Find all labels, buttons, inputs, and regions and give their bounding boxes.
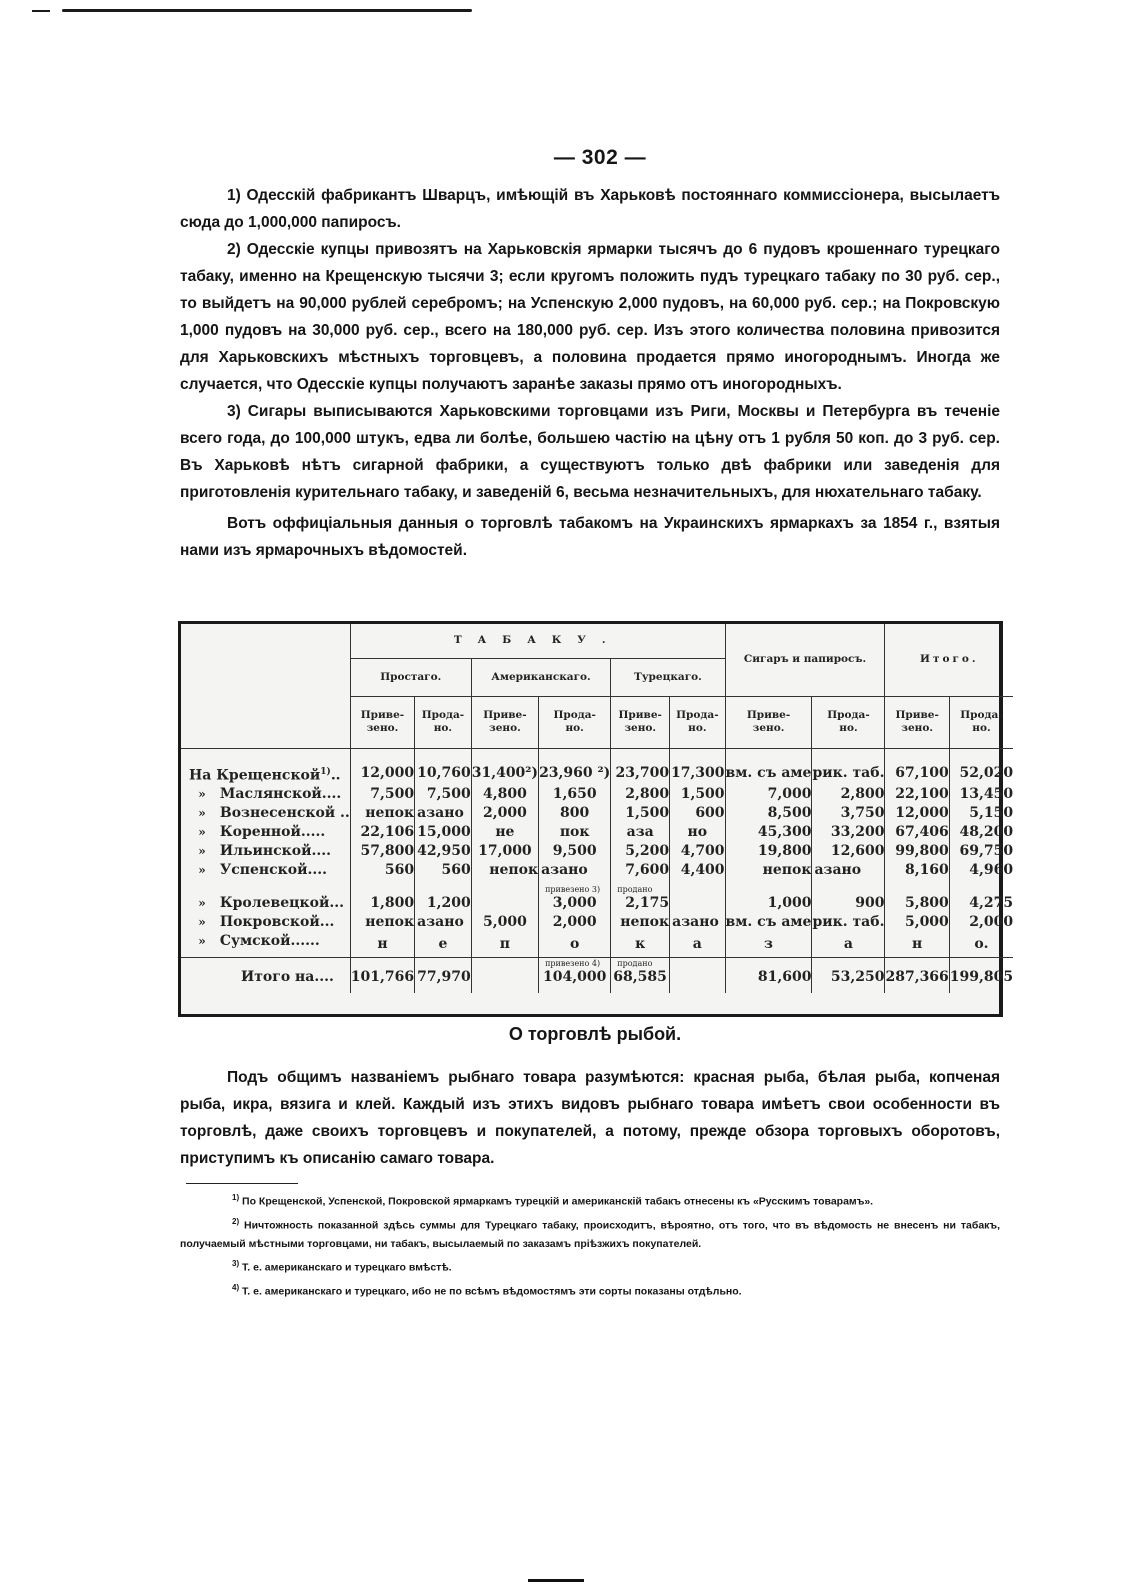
col-sold: Прода-но. — [812, 696, 885, 748]
col-brought: Приве-зено. — [885, 696, 949, 748]
row-prefix: » — [198, 806, 206, 821]
turkish-sold: 1,500 — [670, 785, 725, 804]
turkish-sold: но — [670, 823, 725, 842]
col-brought: Приве-зено. — [611, 696, 670, 748]
total-sold: 4,960 — [949, 861, 1013, 880]
fair-name-text: Покровской — [219, 914, 320, 931]
footnote-text: Т. е. американскаго и турецкаго, ибо не по всѣмъ вѣдомостямъ эти сорты показаны отдѣльно. — [242, 1285, 742, 1297]
cigars-header: Сигаръ и папиросъ. — [725, 624, 885, 696]
american-sold-total-merged — [539, 958, 611, 994]
turkish-sold: а — [670, 932, 725, 958]
cigars-sold: а — [812, 932, 885, 958]
cigars-sold: 33,200 — [812, 823, 885, 842]
table-row — [181, 804, 1013, 823]
plain-sold: 560 — [415, 861, 472, 880]
turkish-brought: аза — [611, 823, 670, 842]
fair-name — [181, 763, 350, 786]
cigars-sold: 12,600 — [812, 842, 885, 861]
leader-dots: .. — [335, 805, 350, 822]
row-prefix: » — [198, 934, 206, 949]
fish-paragraph: Подъ общимъ названіемъ рыбнаго товара разумѣются: красная рыба, бѣлая рыба, копченая рыба, икра, вязига и клей. Каждый изъ этихъ видовъ рыбнаго товара имѣетъ свои особенности въ торговлѣ, даже своихъ торговцевъ и покупателей, а потому, прежде обзора торговыхъ оборотовъ, приступимъ къ описанію самаго товара. — [180, 1069, 1000, 1167]
american-sold: азано — [539, 861, 611, 880]
total-brought: 67,100 — [885, 763, 949, 786]
col-sold: Прода-но. — [539, 696, 611, 748]
table-row — [181, 913, 1013, 932]
body-text — [180, 182, 1000, 564]
total-sold: 4,275 — [949, 880, 1013, 913]
total-brought: 5,000 — [885, 913, 949, 932]
footnote-text: Ничтожность показанной здѣсь суммы для Турецкаго табаку, происходитъ, вѣроятно, отъ того, что въ вѣдомость не внесенъ ни табакъ, получаемый мѣстными торговцами, ни табакъ, высылаемый по заказамъ пріѣзжихъ покупателей. — [180, 1219, 1000, 1250]
cigars-brought: 7,000 — [725, 785, 812, 804]
plain-sold: 1,200 — [415, 880, 472, 913]
plain-brought: 12,000 — [350, 763, 414, 786]
american-brought — [471, 880, 538, 913]
american-sold: 1,650 — [539, 785, 611, 804]
total-brought: 67,406 — [885, 823, 949, 842]
paragraph-4: Вотъ оффиціальныя данныя о торговлѣ табакомъ на Украинскихъ ярмаркахъ за 1854 г., взятыя нами изъ ярмарочныхъ вѣдомостей. — [180, 515, 1000, 559]
turkish-sold — [670, 880, 725, 913]
footnote-divider — [186, 1183, 298, 1184]
footnote-ref: 1) — [320, 766, 331, 777]
row-prefix: » — [198, 825, 206, 840]
footnote-text: Т. е. американскаго и турецкаго вмѣстѣ. — [242, 1261, 452, 1274]
total-brought: 5,800 — [885, 880, 949, 913]
plain-sold: 42,950 — [415, 842, 472, 861]
fair-name-text: Сумской — [219, 933, 291, 950]
plain-brought: 57,800 — [350, 842, 414, 861]
leader-dots: .... — [307, 862, 328, 879]
fair-name — [181, 861, 350, 880]
turkish-sold: 4,400 — [670, 861, 725, 880]
plain-sold-total: 77,970 — [415, 958, 472, 994]
total-sold: 5,150 — [949, 804, 1013, 823]
cigars-sold: 900 — [812, 880, 885, 913]
leader-dots: .. — [330, 767, 341, 784]
cigars-brought: вм. съ аме — [725, 914, 812, 931]
american-sold: 23,960 ²) — [539, 763, 611, 786]
leader-dots: .... — [321, 786, 342, 803]
scan-artifact-nub — [32, 10, 50, 12]
row-prefix: » — [198, 896, 206, 911]
row-prefix: » — [198, 844, 206, 859]
leader-dots: .... — [311, 843, 331, 860]
plain-brought-total: 101,766 — [350, 958, 414, 994]
sold-annotation: продано — [617, 959, 653, 969]
row-label-header — [181, 624, 350, 748]
plain-tobacco-header: Простаго. — [350, 658, 471, 696]
plain-brought: непок — [350, 804, 414, 823]
table-row — [181, 842, 1013, 861]
table-row — [181, 785, 1013, 804]
annotation-text: привезено — [545, 959, 590, 969]
footnote-text: По Крещенской, Успенской, Покровской ярмаркамъ турецкій и американскій табакъ отнесены къ «Русскимъ товарамъ». — [242, 1195, 874, 1208]
turkish-brought: 23,700 — [611, 763, 670, 786]
turkish-tobacco-header: Турецкаго. — [611, 658, 725, 696]
plain-brought: н — [350, 932, 414, 958]
brought-annotation — [539, 960, 610, 968]
footnote-ref: 4) — [591, 959, 601, 969]
fair-name-text: Коренной — [219, 824, 301, 841]
paragraph-3: 3) Сигары выписываются Харьковскими торговцами изъ Риги, Москвы и Петербурга въ теченіе всего года, до 100,000 штукъ, едва ли болѣе, большею частію на цѣну отъ 1 рубля 50 коп. до 3 руб. сер. Въ Харьковѣ нѣтъ сигарной фабрики, а существуютъ только двѣ фабрики или заведенія для приготовленія курительнаго табаку, и заведеній 6, весьма незначительныхъ, для нюхательнаго табаку. — [180, 403, 1000, 501]
american-sold: 9,500 — [539, 842, 611, 861]
american-brought: 31,400²) — [471, 763, 538, 786]
tobacco-group-header: ТАБАКУ. — [350, 624, 725, 658]
turkish-brought: 7,600 — [611, 861, 670, 880]
row-prefix: » — [198, 787, 206, 802]
footnote-3 — [180, 1254, 1000, 1278]
value: 104,000 — [543, 969, 607, 986]
footnote-mark: 2) — [232, 1216, 240, 1226]
cigars-brought: непок — [725, 861, 812, 880]
american-brought: 2,000 — [471, 804, 538, 823]
fair-name — [181, 932, 350, 958]
leader-dots: ...... — [290, 933, 320, 950]
footnote-ref: 3) — [591, 885, 601, 895]
sold-annotation: продано — [617, 885, 653, 895]
cigars-brought: 1,000 — [725, 880, 812, 913]
fair-name-text: Ильинской — [219, 843, 312, 860]
turkish-sold: 17,300 — [670, 763, 725, 786]
tobacco-trade-table — [178, 621, 1014, 1017]
value: 68,585 — [613, 969, 667, 986]
footnote-4 — [180, 1278, 1000, 1302]
plain-brought: 22,106 — [350, 823, 414, 842]
total-brought: 8,160 — [885, 861, 949, 880]
total-sold: 48,200 — [949, 823, 1013, 842]
total-sold: о. — [949, 932, 1013, 958]
turkish-sold: 4,700 — [670, 842, 725, 861]
cigars-sold: 3,750 — [812, 804, 885, 823]
turkish-brought: 1,500 — [611, 804, 670, 823]
total-brought: 12,000 — [885, 804, 949, 823]
turkish-brought: 2,800 — [611, 785, 670, 804]
american-sold-merged — [539, 880, 611, 913]
plain-sold: 7,500 — [415, 785, 472, 804]
table-row — [181, 880, 1013, 913]
col-brought: Приве-зено. — [350, 696, 414, 748]
total-brought: н — [885, 932, 949, 958]
cigars-sold: рик. таб. — [812, 763, 885, 786]
fair-name-text: Успенской — [219, 862, 308, 879]
annotation-text: привезено — [545, 885, 590, 895]
footnotes — [180, 1188, 1000, 1301]
plain-sold: азано — [415, 804, 472, 823]
fair-name — [181, 842, 350, 861]
total-sold: 13,450 — [949, 785, 1013, 804]
american-sold: пок — [539, 823, 611, 842]
american-brought-total — [471, 958, 538, 994]
turkish-brought: к — [611, 932, 670, 958]
value: 2,175 — [625, 895, 670, 912]
col-sold: Прода-но. — [949, 696, 1013, 748]
table-grid — [181, 624, 1013, 993]
fair-name — [181, 913, 350, 932]
scan-artifact-bottom-rule — [528, 1579, 584, 1582]
american-sold: 800 — [539, 804, 611, 823]
page-number: — 302 — — [553, 146, 647, 169]
american-brought: п — [471, 932, 538, 958]
cigars-sold-total: 53,250 — [812, 958, 885, 994]
total-brought: 99,800 — [885, 842, 949, 861]
turkish-brought-merged — [611, 880, 670, 913]
leader-dots: ... — [329, 895, 344, 912]
cigars-brought: 8,500 — [725, 804, 812, 823]
row-prefix: На — [189, 767, 212, 784]
section-heading: О торговлѣ рыбой. — [508, 1024, 682, 1044]
fair-name-text: Вознесенской — [219, 805, 336, 822]
turkish-sold: азано — [670, 913, 725, 932]
american-brought: не — [471, 823, 538, 842]
row-prefix: » — [198, 915, 206, 930]
total-header: Итого. — [885, 624, 1013, 696]
fair-name-text: Маслянской — [219, 786, 322, 803]
total-brought: 22,100 — [885, 785, 949, 804]
paragraph-1: 1) Одесскій фабрикантъ Шварцъ, имѣющій въ Харьковѣ постояннаго коммиссіонера, высылаетъ сюда до 1,000,000 папиросъ. — [180, 187, 1000, 231]
american-sold: о — [539, 932, 611, 958]
cigars-sold: рик. таб. — [812, 914, 885, 931]
col-brought: Приве-зено. — [471, 696, 538, 748]
cigars-brought: 19,800 — [725, 842, 812, 861]
fair-name — [181, 804, 350, 823]
fair-name — [181, 785, 350, 804]
paragraph-2: 2) Одесскіе купцы привозятъ на Харьковскія ярмарки тысячъ до 6 пудовъ крошеннаго турецкаго табаку, именно на Крещенскую тысячи 3; если кругомъ положить пудъ турецкаго табаку по 30 руб. сер., то выйдетъ на 90,000 рублей серебромъ; на Успенскую 2,000 пудовъ, на 60,000 руб. сер.; на Покровскую 1,000 пудовъ на 30,000 руб. сер., всего на 180,000 руб. сер. Изъ этого количества половина привозится для Харьковскихъ мѣстныхъ торговцевъ, а половина продается прямо иногороднымъ. Иногда же случается, что Одесскіе купцы получаютъ заранѣе заказы прямо отъ иногородныхъ. — [180, 241, 1000, 393]
turkish-brought: 5,200 — [611, 842, 670, 861]
fair-name — [181, 880, 350, 913]
footnote-mark: 1) — [232, 1193, 240, 1202]
cigars-brought: 45,300 — [725, 823, 812, 842]
table-row — [181, 932, 1013, 958]
plain-brought: 1,800 — [350, 880, 414, 913]
fair-name — [181, 823, 350, 842]
footnote-1 — [180, 1188, 1000, 1212]
col-sold: Прода-но. — [415, 696, 472, 748]
american-brought: 4,800 — [471, 785, 538, 804]
total-sold: 69,750 — [949, 842, 1013, 861]
american-sold: 2,000 — [539, 913, 611, 932]
footnote-mark: 4) — [232, 1282, 240, 1292]
plain-sold: азано — [415, 913, 472, 932]
cigars-brought: вм. съ аме — [725, 763, 812, 786]
american-tobacco-header: Американскаго. — [471, 658, 611, 696]
grand-total-sold: 199,805 — [949, 958, 1013, 994]
american-brought: 17,000 — [471, 842, 538, 861]
leader-dots: ..... — [300, 824, 326, 841]
col-sold: Прода-но. — [670, 696, 725, 748]
american-brought: непок — [471, 861, 538, 880]
footnote-2 — [180, 1212, 1000, 1255]
turkish-sold: 600 — [670, 804, 725, 823]
table-total-row — [181, 958, 1013, 994]
row-prefix: » — [198, 863, 206, 878]
turkish-brought: непок — [611, 913, 670, 932]
table-row — [181, 823, 1013, 842]
plain-sold: 10,760 — [415, 763, 472, 786]
plain-brought: непок — [350, 913, 414, 932]
plain-brought: 7,500 — [350, 785, 414, 804]
american-brought: 5,000 — [471, 913, 538, 932]
grand-total-brought: 287,366 — [885, 958, 949, 994]
fair-name-text: Кролевецкой — [219, 895, 330, 912]
cigars-sold: азано — [812, 861, 885, 880]
plain-sold: 15,000 — [415, 823, 472, 842]
total-sold: 52,020 — [949, 763, 1013, 786]
cigars-sold: 2,800 — [812, 785, 885, 804]
plain-brought: 560 — [350, 861, 414, 880]
fish-section-text — [180, 1064, 1000, 1172]
total-sold: 2,000 — [949, 913, 1013, 932]
total-label: Итого на.... — [181, 958, 350, 994]
turkish-brought-total-merged — [611, 958, 670, 994]
col-brought: Приве-зено. — [725, 696, 812, 748]
plain-sold: е — [415, 932, 472, 958]
brought-annotation — [539, 886, 610, 894]
table-row — [181, 861, 1013, 880]
fair-name-text: Крещенской — [216, 767, 321, 784]
scan-artifact-top-rule — [62, 9, 472, 12]
cigars-brought-total: 81,600 — [725, 958, 812, 994]
leader-dots: ... — [319, 914, 335, 931]
footnote-mark: 3) — [232, 1259, 240, 1268]
cigars-brought: з — [725, 932, 812, 958]
turkish-sold-total — [670, 958, 725, 994]
table-row — [181, 763, 1013, 786]
value: 3,000 — [552, 895, 597, 912]
